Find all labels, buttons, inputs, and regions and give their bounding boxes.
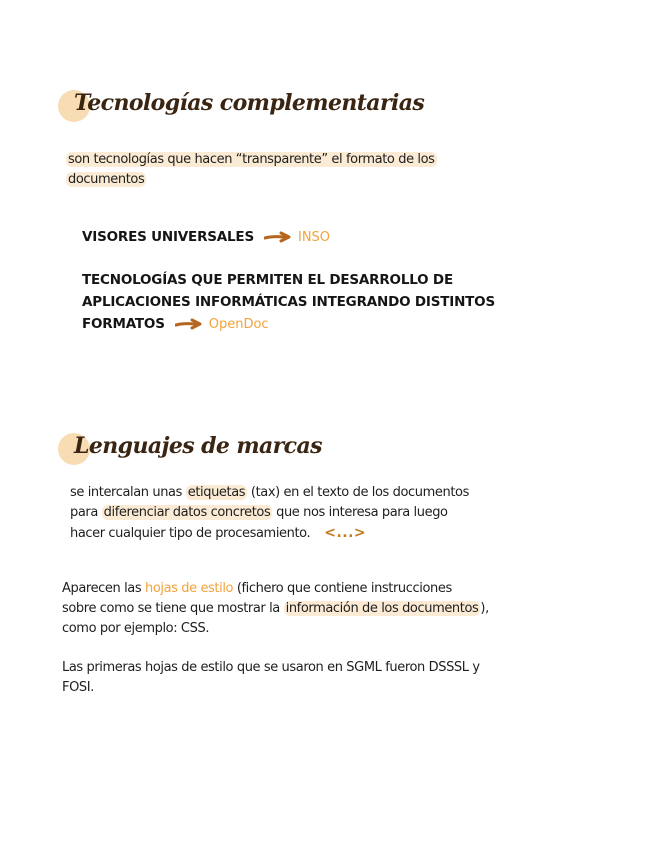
right-arrow-icon (175, 318, 203, 330)
intro-text-a: son tecnologías que hacen (68, 152, 236, 167)
inso-tag: INSO (297, 230, 331, 245)
p2-line2-a: sobre como se tiene que mostrar la (62, 601, 284, 616)
diferenciar-highlight: diferenciar datos concretos (103, 505, 271, 520)
etiquetas-highlight: etiquetas (187, 485, 246, 500)
intro-highlight: “transparente” (235, 152, 328, 167)
p3-line1: Las primeras hojas de estilo que se usaron en SGML fueron DSSSL y (62, 660, 480, 675)
item2-line3: FORMATOS (82, 316, 165, 332)
p1-line2-b: que nos interesa para luego (272, 505, 448, 520)
p1-line1-a: se intercalan unas (70, 485, 186, 500)
p2-line1-b: (fichero que contiene instrucciones (233, 581, 452, 596)
section2-paragraph2 (62, 579, 647, 639)
p2-line3: como por ejemplo: CSS. (62, 621, 210, 636)
section2-title: Lenguajes de marcas (74, 433, 322, 459)
item2-line2: APLICACIONES INFORMÁTICAS INTEGRANDO DISTINTOS (82, 294, 495, 310)
p2-line1-a: Aparecen las (62, 581, 145, 596)
intro-text-b: el formato de los (327, 152, 435, 167)
opendoc-tag: OpenDoc (208, 317, 269, 332)
p1-line2-a: para (70, 505, 102, 520)
p1-line1-b: (tax) en el texto de los documentos (247, 485, 469, 500)
p2-line2-b: ), (480, 601, 489, 616)
visores-item (82, 226, 330, 249)
item2-line1: TECNOLOGÍAS QUE PERMITEN EL DESARROLLO DE (82, 272, 453, 288)
p3-line2: FOSI. (62, 680, 94, 695)
p1-line3: hacer cualquier tipo de procesamiento. (70, 526, 311, 541)
intro-line2: documentos (68, 172, 145, 187)
intro-line1 (66, 152, 437, 167)
visores-label: VISORES UNIVERSALES (82, 229, 254, 245)
right-arrow-icon (264, 231, 292, 243)
informacion-highlight: información de los documentos (285, 601, 479, 616)
section2-paragraph1 (70, 483, 640, 544)
tecnologias-item (82, 269, 602, 336)
tag-dots: <...> (324, 525, 367, 541)
section2-paragraph3 (62, 658, 647, 698)
section1-title: Tecnologías complementarias (74, 90, 425, 116)
hojas-estilo-highlight: hojas de estilo (144, 581, 234, 596)
section1-intro (66, 150, 606, 190)
